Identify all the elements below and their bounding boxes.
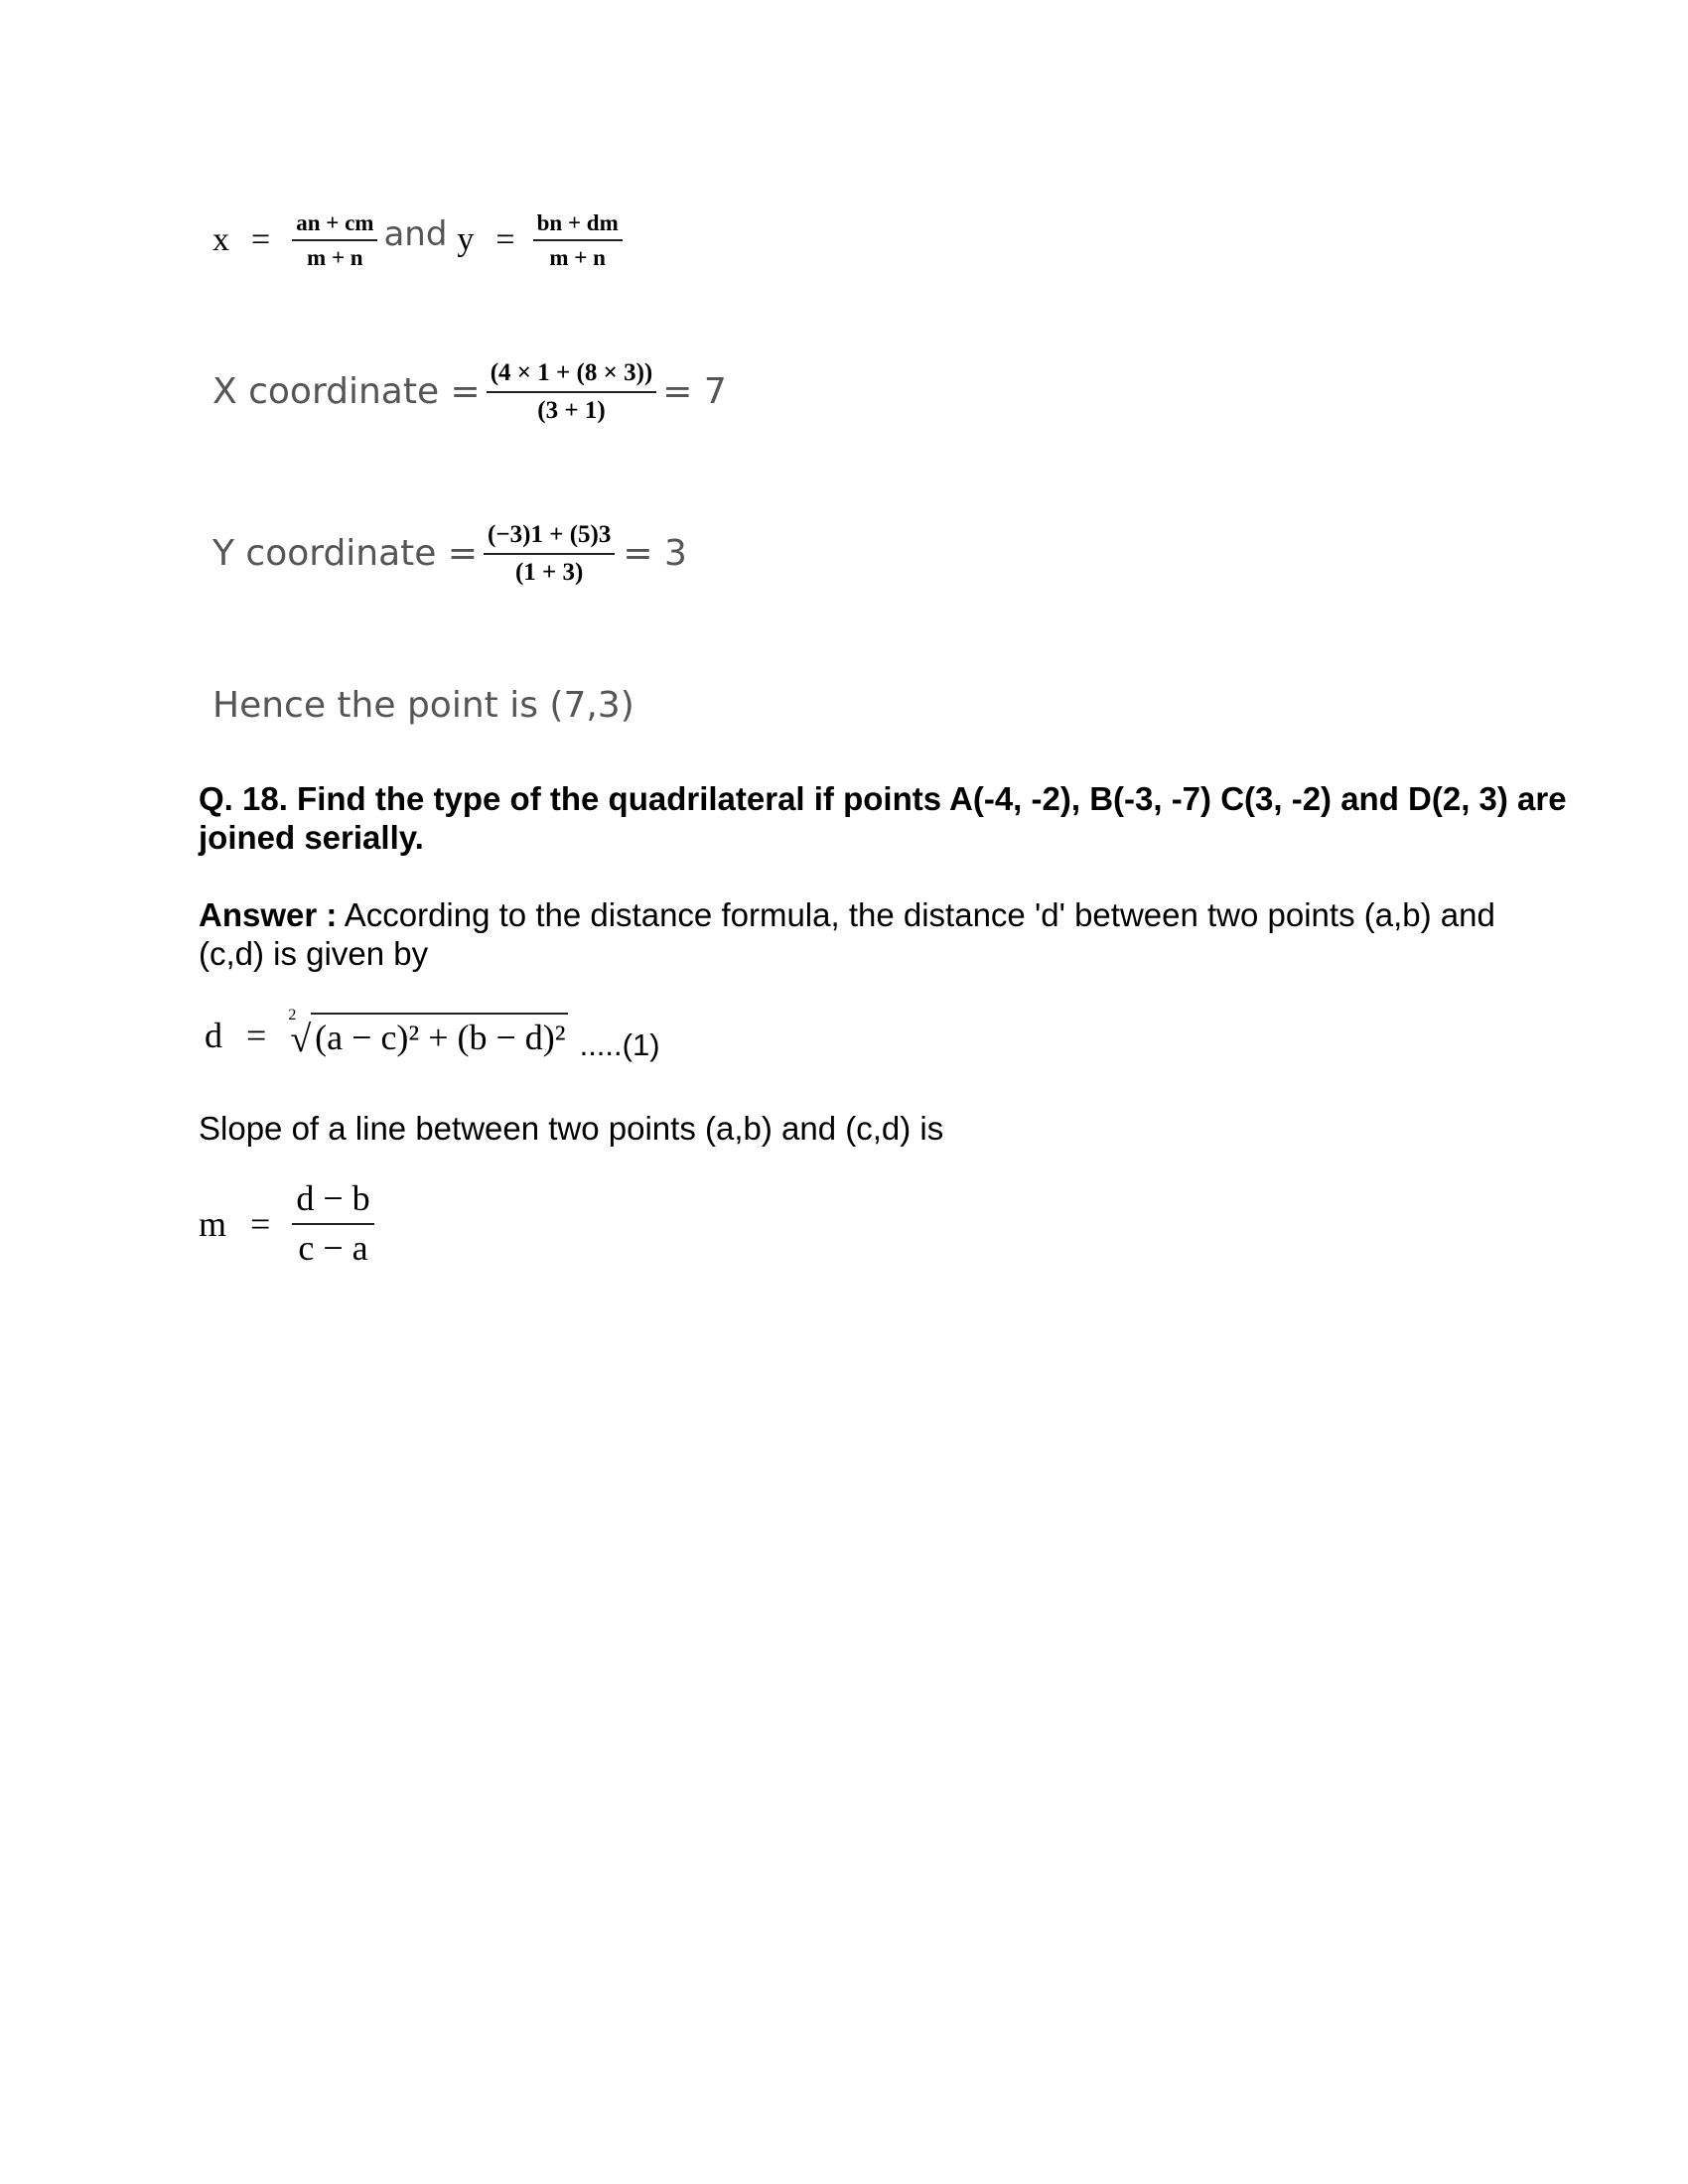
x-coordinate-result: = 7	[662, 371, 727, 412]
x-coordinate-label: X coordinate =	[212, 371, 481, 412]
slope-formula	[199, 1179, 374, 1268]
x-coordinate-equation	[212, 359, 727, 424]
slope-lhs: m	[199, 1203, 227, 1244]
slope-numerator: d − b	[292, 1179, 373, 1225]
x-coordinate-fraction	[487, 359, 657, 424]
root-index: 2	[288, 1007, 297, 1024]
question-18-title: Q. 18. Find the type of the quadrilateral if points A(-4, -2), B(-3, -7) C(3, -2) and D(2, 3) are joined serially.	[199, 780, 1567, 856]
equation-tag: .....(1)	[579, 1027, 660, 1062]
y-coordinate-numerator: (−3)1 + (5)3	[484, 521, 615, 555]
y-fraction	[533, 210, 623, 271]
answer-label: Answer :	[199, 896, 338, 933]
slope-equals: =	[250, 1203, 271, 1244]
x-numerator: an + cm	[292, 210, 377, 241]
y-denominator: m + n	[549, 245, 606, 271]
radical-sign-icon: √	[290, 1019, 312, 1060]
slope-denominator: c − a	[298, 1227, 368, 1268]
y-coordinate-label: Y coordinate =	[212, 533, 479, 574]
y-coordinate-denominator: (1 + 3)	[514, 558, 584, 586]
y-numerator: bn + dm	[533, 210, 623, 241]
conclusion-text: Hence the point is (7,3)	[212, 685, 634, 726]
answer-paragraph	[199, 895, 1569, 973]
y-variable: y	[457, 221, 475, 259]
y-coordinate-equation	[212, 521, 687, 586]
section-formula	[212, 210, 623, 271]
x-denominator: m + n	[307, 245, 363, 271]
x-variable: x	[212, 221, 229, 259]
equals-sign: =	[251, 221, 271, 259]
distance-equals: =	[246, 1016, 267, 1055]
square-root	[288, 1007, 567, 1060]
and-word: and	[383, 214, 448, 255]
slope-fraction	[292, 1179, 373, 1268]
radicand: (a − c)² + (b − d)²	[311, 1013, 567, 1058]
distance-lhs: d	[205, 1016, 222, 1055]
slope-description: Slope of a line between two points (a,b) and (c,d) is	[199, 1110, 944, 1147]
x-coordinate-denominator: (3 + 1)	[537, 396, 606, 424]
x-fraction	[292, 210, 377, 271]
x-coordinate-numerator: (4 × 1 + (8 × 3))	[487, 359, 657, 393]
distance-formula	[205, 1007, 660, 1062]
equals-sign-2: =	[495, 221, 515, 259]
y-coordinate-fraction	[484, 521, 615, 586]
answer-text: According to the distance formula, the distance 'd' between two points (a,b) and (c,d) is given by	[199, 896, 1495, 972]
y-coordinate-result: = 3	[623, 533, 687, 574]
